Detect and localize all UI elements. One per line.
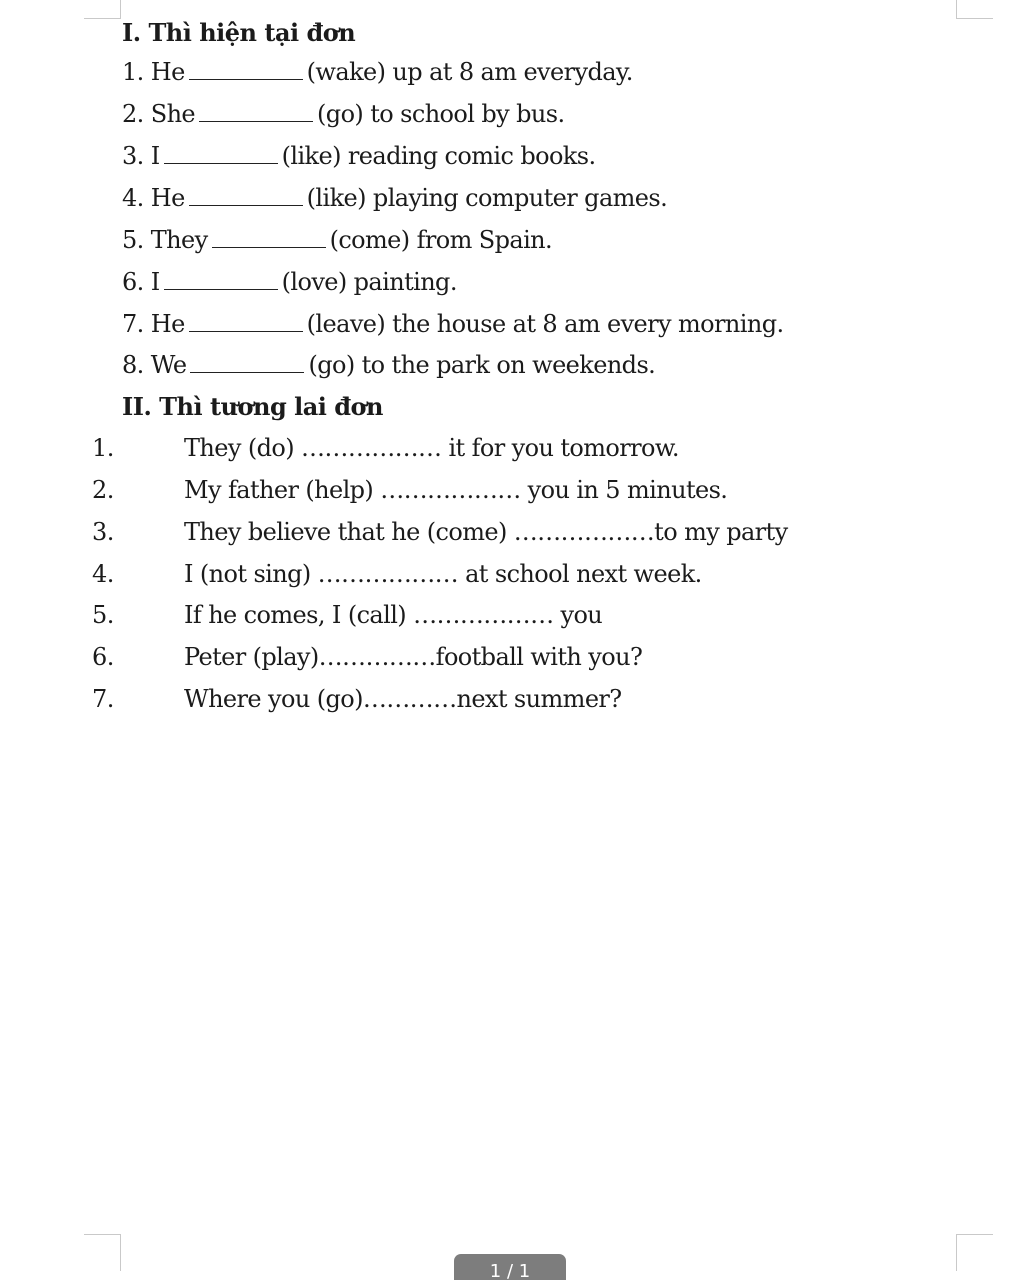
item-number: 7. bbox=[92, 685, 114, 713]
item-number: 3. bbox=[122, 142, 144, 170]
item-subject: I bbox=[150, 142, 160, 170]
item-rest: (like) reading comic books. bbox=[281, 142, 596, 170]
answer-blank[interactable] bbox=[189, 78, 303, 80]
section-1-title: I. Thì hiện tại đơn bbox=[122, 18, 356, 47]
item-rest: (go) to the park on weekends. bbox=[308, 351, 656, 379]
answer-blank[interactable] bbox=[164, 162, 278, 164]
answer-blank[interactable] bbox=[199, 120, 313, 122]
exercise-1-item bbox=[122, 184, 667, 212]
item-number: 5. bbox=[92, 601, 114, 629]
answer-blank[interactable] bbox=[189, 204, 303, 206]
exercise-1-item bbox=[122, 142, 596, 170]
item-number: 3. bbox=[92, 518, 114, 546]
item-rest: (wake) up at 8 am everyday. bbox=[306, 58, 633, 86]
exercise-1-item bbox=[122, 226, 552, 254]
item-subject: He bbox=[150, 58, 185, 86]
item-number: 4. bbox=[92, 560, 114, 588]
exercise-2-sentence: If he comes, I (call) ……………… you bbox=[184, 601, 603, 629]
item-number: 8. bbox=[122, 351, 144, 379]
exercise-1-item bbox=[122, 58, 633, 86]
item-subject: I bbox=[150, 268, 160, 296]
exercise-2-sentence: They believe that he (come) ………………to my party bbox=[184, 518, 788, 546]
answer-blank[interactable] bbox=[190, 371, 304, 373]
item-rest: (go) to school by bus. bbox=[317, 100, 565, 128]
item-number: 6. bbox=[92, 643, 114, 671]
answer-blank[interactable] bbox=[189, 330, 303, 332]
item-rest: (like) playing computer games. bbox=[306, 184, 668, 212]
exercise-1-item bbox=[122, 100, 564, 128]
item-number: 1. bbox=[122, 58, 144, 86]
exercise-2-sentence: They (do) ……………… it for you tomorrow. bbox=[184, 434, 679, 462]
item-rest: (love) painting. bbox=[281, 268, 457, 296]
item-subject: He bbox=[150, 184, 185, 212]
item-subject: They bbox=[150, 226, 208, 254]
item-number: 1. bbox=[92, 434, 114, 462]
item-number: 5. bbox=[122, 226, 144, 254]
exercise-2-sentence: Where you (go)…………next summer? bbox=[184, 685, 622, 713]
page-indicator: 1 / 1 bbox=[454, 1254, 566, 1280]
crop-mark-bottom-left bbox=[84, 1234, 121, 1271]
exercise-2-sentence: Peter (play)……………football with you? bbox=[184, 643, 643, 671]
item-rest: (leave) the house at 8 am every morning. bbox=[306, 310, 784, 338]
item-number: 2. bbox=[92, 476, 114, 504]
exercise-1-item bbox=[122, 310, 784, 338]
exercise-1-item bbox=[122, 351, 655, 379]
crop-mark-top-left bbox=[84, 0, 121, 19]
item-number: 6. bbox=[122, 268, 144, 296]
item-subject: He bbox=[150, 310, 185, 338]
answer-blank[interactable] bbox=[164, 288, 278, 290]
item-number: 4. bbox=[122, 184, 144, 212]
exercise-2-sentence: My father (help) ……………… you in 5 minutes. bbox=[184, 476, 728, 504]
crop-mark-top-right bbox=[956, 0, 993, 19]
item-number: 2. bbox=[122, 100, 144, 128]
item-number: 7. bbox=[122, 310, 144, 338]
answer-blank[interactable] bbox=[212, 246, 326, 248]
item-subject: She bbox=[150, 100, 196, 128]
crop-mark-bottom-right bbox=[956, 1234, 993, 1271]
exercise-1-item bbox=[122, 268, 457, 296]
item-rest: (come) from Spain. bbox=[329, 226, 553, 254]
section-2-title: II. Thì tương lai đơn bbox=[122, 392, 383, 421]
exercise-2-sentence: I (not sing) ……………… at school next week. bbox=[184, 560, 702, 588]
item-subject: We bbox=[150, 351, 187, 379]
